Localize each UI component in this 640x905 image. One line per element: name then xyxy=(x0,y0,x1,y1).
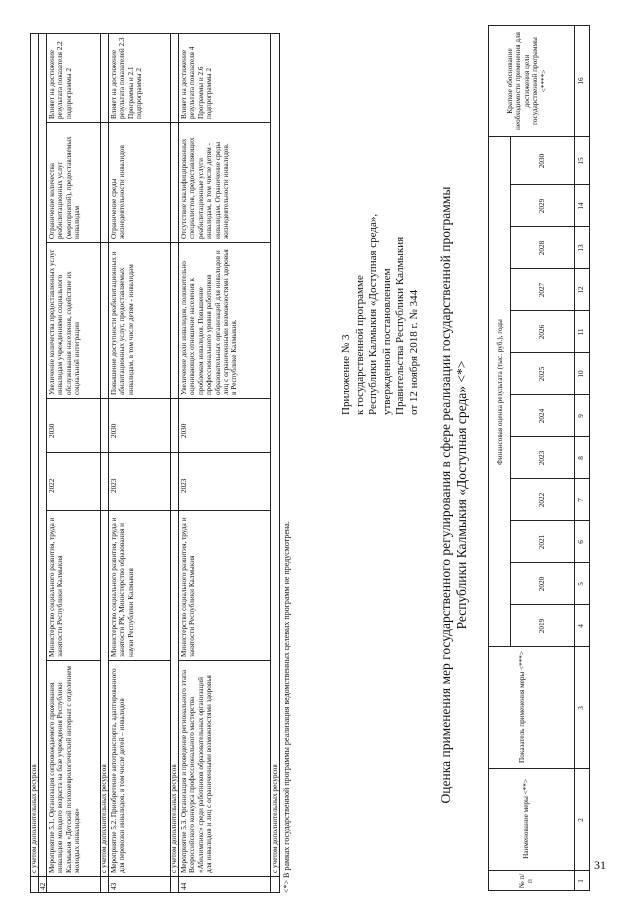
start-year: 2023 xyxy=(110,478,118,493)
number-cell: 12 xyxy=(577,286,585,294)
heading-line-2: Республики Калмыкия «Доступная среда» <*> xyxy=(454,360,469,630)
measure-text: Мероприятие 5.3. Организация и проведение регионального этапа Всероссийского конкурса профессионального мастерства «Абилимпикс» среди работников образовательных организаций для инвалидов и лиц с ограниченными возможностями здоровья xyxy=(180,669,214,873)
appendix-line: утвержденной постановлением xyxy=(380,268,393,415)
year-cell: 2029 xyxy=(538,198,546,214)
top-table xyxy=(30,33,298,893)
appendix-line: к государственной программе xyxy=(353,275,366,415)
number-cell: 9 xyxy=(577,414,585,418)
link-text: Влияет на достижение результата показателя 4 Программы и 2.6 подпрограммы 2 xyxy=(180,46,214,119)
number-cell: 4 xyxy=(577,624,585,628)
year-cell: 2019 xyxy=(538,618,546,634)
appendix-line: Правительства Республики Калмыкия xyxy=(394,236,406,415)
footnote: <*> В рамках государственной программы реализация ведомственных целевых программ не предусмотрена. xyxy=(282,521,291,893)
header-finance: Финансовая оценка результата (тыс. руб.), годы xyxy=(496,319,504,465)
number-cell: 6 xyxy=(577,540,585,544)
year-cell: 2028 xyxy=(538,240,546,256)
end-year: 2030 xyxy=(48,423,56,438)
year-cell: 2030 xyxy=(538,153,546,169)
result-text: Повышение доступности реабилитационных и абилитационных услуг, предоставляемых инвалидам, в том числе детям - инвалидам xyxy=(110,251,135,395)
measure-text: Мероприятие 5.2. Приобретение автотранспорта, адаптированного для перевозки инвалидов, в том числе детей – инвалидов xyxy=(110,668,127,873)
section-label: с учетом дополнительных ресурсов xyxy=(30,764,38,873)
number-cell: 10 xyxy=(577,370,585,378)
page-heading xyxy=(438,145,470,845)
row-number: 44 xyxy=(180,882,188,890)
start-year: 2023 xyxy=(180,478,188,493)
number-cell: 5 xyxy=(577,582,585,586)
consequence-text: Ограничение среды жизнедеятельности инвалидов xyxy=(110,145,127,239)
header-rationale: Краткое обоснование необходимости применения для достижения цели государственной программы <****> xyxy=(506,32,548,130)
appendix-line: Приложение № 3 xyxy=(340,334,352,415)
header-num: № п/п xyxy=(518,873,535,889)
year-cell: 2025 xyxy=(538,366,546,382)
bottom-table xyxy=(488,25,590,891)
consequence-text: Отсутствие квалифицированных специалистов, предоставляющих реабилитационные услуги инвалидам, в том числе детям - инвалидам. Ограничение среды жизнедеятельности инвалидов. xyxy=(180,137,231,239)
start-year: 2022 xyxy=(48,478,56,493)
heading-line-1: Оценка применения мер государственного регулирования в сфере реализации государственной программы xyxy=(438,186,453,804)
link-text: Влияет на достижение результата показателя 2.2 подпрограммы 2 xyxy=(48,41,73,119)
row-number: 42 xyxy=(39,882,47,890)
year-cell: 2024 xyxy=(538,408,546,424)
number-cell: 7 xyxy=(577,498,585,502)
number-cell: 3 xyxy=(577,706,585,710)
number-cell: 11 xyxy=(577,328,585,336)
measure-text: Мероприятие 5.1. Организация сопровождаемого проживания инвалидов молодого возраста на базе учреждения Республики Калмыкия «Детский психоневрологический интернат с отделением молодых инвалидов» xyxy=(48,666,82,873)
year-cell: 2027 xyxy=(538,282,546,298)
number-cell: 13 xyxy=(577,244,585,252)
number-cell: 1 xyxy=(577,879,585,883)
year-cell: 2023 xyxy=(538,450,546,466)
result-text: Увеличение количества предоставленных услуг инвалидам учреждениями социального обслуживания населения, содействие их социальной интеграции xyxy=(48,249,82,395)
appendix-line: от 12 ноября 2018 г. № 344 xyxy=(407,289,420,415)
year-cell: 2022 xyxy=(538,492,546,508)
result-text: Увеличение доли инвалидов, положительно оценивающих отношение населения к проблемам инвалидов. Повышение профессионального уровня работников образовательных организаций для инвалидов и лиц с ограниченными возможностями здоровья в Республике Калмыкия. xyxy=(180,249,239,395)
executor-text: Министерство социального развития, труда и занятости Республики Калмыкия xyxy=(180,517,197,657)
number-cell: 14 xyxy=(577,202,585,210)
end-year: 2030 xyxy=(180,423,188,438)
section-label: с учетом дополнительных ресурсов xyxy=(271,764,279,873)
header-measure: Наименование меры <**> xyxy=(522,779,530,859)
link-text: Влияет на достижение результата показателей 2.3 Программы и 2.1 подпрограммы 2 xyxy=(110,37,144,119)
executor-text: Министерство социального развития, труда и занятости РК, Министерство образования и науки Республики Калмыкия xyxy=(110,517,135,657)
appendix-block xyxy=(340,95,421,415)
number-cell: 16 xyxy=(577,77,585,85)
row-number: 43 xyxy=(110,882,118,890)
number-cell: 2 xyxy=(577,818,585,822)
consequence-text: Ограничение количества реабилитационных услуг (мероприятий), предоставляемых инвалидам xyxy=(48,136,82,239)
header-indicator: Показатель применения меры <***> xyxy=(518,651,526,763)
section-label: с учетом дополнительных ресурсов xyxy=(100,764,108,873)
appendix-line: Республики Калмыкия «Доступная среда», xyxy=(367,213,379,415)
year-cell: 2020 xyxy=(538,576,546,592)
end-year: 2030 xyxy=(110,423,118,438)
number-cell: 15 xyxy=(577,157,585,165)
page-number: 31 xyxy=(594,858,606,872)
number-cell: 8 xyxy=(577,456,585,460)
executor-text: Министерство социального развития, труда и занятости Республики Калмыкия xyxy=(48,517,65,657)
year-cell: 2021 xyxy=(538,534,546,550)
section-label: с учетом дополнительных ресурсов xyxy=(170,764,178,873)
year-cell: 2026 xyxy=(538,324,546,340)
